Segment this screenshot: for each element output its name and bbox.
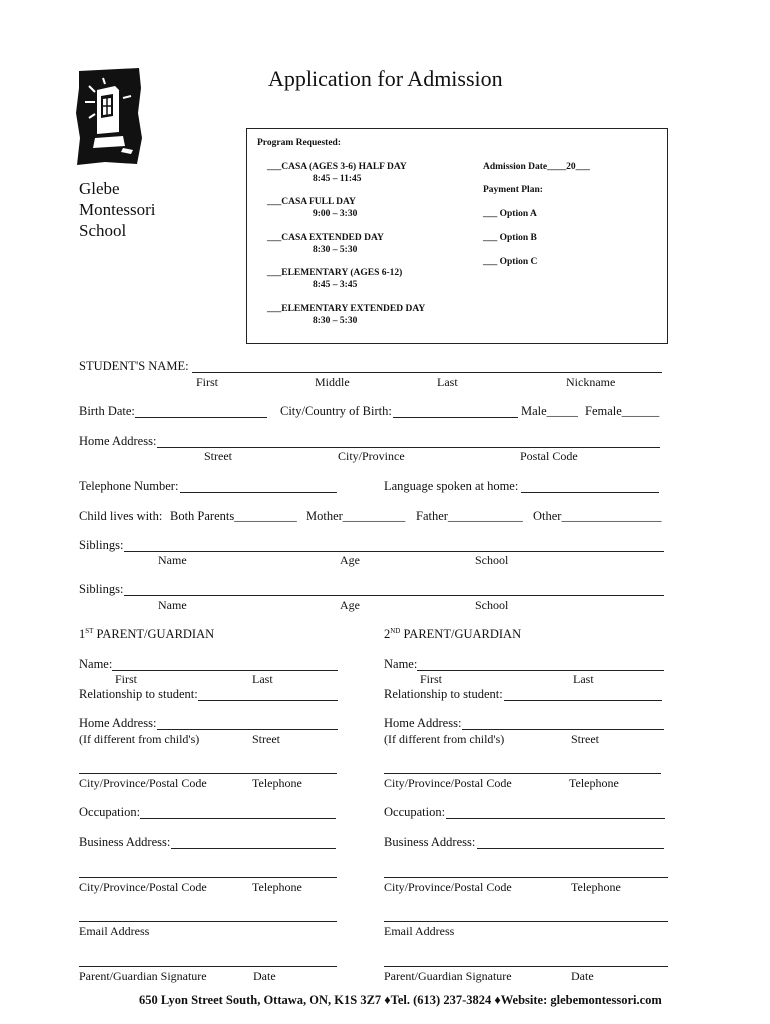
student-name-label: STUDENT'S NAME: [79,359,189,373]
name-sub-label: First [196,375,219,389]
child-lives-label: Child lives with: [79,509,163,523]
program-option[interactable]: ___ELEMENTARY (AGES 6-12) [267,268,403,278]
school-name-line: School [79,221,127,240]
birth-date-label: Birth Date: [79,404,135,418]
g1-city-label: City/Province/Postal Code [79,776,207,790]
g1-business-city-input[interactable] [79,877,337,878]
g2-home-address-input[interactable] [462,729,664,730]
program-time: 8:45 – 3:45 [313,280,358,290]
g2-last-label: Last [573,672,594,686]
siblings-sub-label: School [475,598,509,612]
name-sub-label: Nickname [566,375,616,389]
guardian1-heading: 1ST PARENT/GUARDIAN [79,627,215,641]
payment-plan-label: Payment Plan: [483,185,543,195]
home-address-label: Home Address: [79,434,157,448]
school-logo [75,68,143,166]
g1-street-label: Street [252,732,280,746]
g1-business-label: Business Address: [79,835,171,849]
student-name-input[interactable] [192,372,662,373]
g1-if-different: (If different from child's) [79,732,200,746]
g1-city-label: City/Province/Postal Code [79,880,207,894]
telephone-label: Telephone Number: [79,479,179,493]
birth-date-input[interactable] [135,417,267,418]
payment-option[interactable]: ___ Option A [483,209,537,219]
g2-business-input[interactable] [477,848,664,849]
father-field[interactable]: Father____________ [416,509,523,523]
school-name-line: Glebe [79,179,120,198]
program-heading: Program Requested: [257,138,341,148]
g1-email-label: Email Address [79,924,150,938]
g1-relationship-input[interactable] [198,700,338,701]
program-option[interactable]: ___ELEMENTARY EXTENDED DAY [267,304,426,314]
program-option[interactable]: ___CASA FULL DAY [267,197,356,207]
female-field[interactable]: Female______ [585,404,660,418]
g2-date-label: Date [571,969,594,983]
g1-business-input[interactable] [171,848,336,849]
g1-telephone-label: Telephone [252,776,302,790]
program-time: 8:30 – 5:30 [313,245,358,255]
g1-relationship-label: Relationship to student: [79,687,198,701]
g2-email-label: Email Address [384,924,455,938]
g2-business-label: Business Address: [384,835,476,849]
city-birth-label: City/Country of Birth: [280,404,392,418]
both-parents-field[interactable]: Both Parents__________ [170,509,297,523]
siblings-label: Siblings: [79,582,124,596]
g1-home-address-label: Home Address: [79,716,157,730]
g2-occupation-label: Occupation: [384,805,446,819]
g1-name-label: Name: [79,657,113,671]
g2-city-input[interactable] [384,773,661,774]
siblings-sub-label: Name [158,598,187,612]
other-field[interactable]: Other________________ [533,509,662,523]
g2-name-input[interactable] [417,670,664,671]
male-field[interactable]: Male_____ [521,404,578,418]
siblings-label: Siblings: [79,538,124,552]
siblings-sub-label: Age [340,598,360,612]
siblings-sub-label: Name [158,553,187,567]
admission-date-field[interactable]: Admission Date____20___ [483,162,590,172]
siblings-input[interactable] [124,595,664,596]
g2-name-label: Name: [384,657,418,671]
name-sub-label: Last [437,375,458,389]
g1-occupation-label: Occupation: [79,805,141,819]
g1-name-input[interactable] [112,670,338,671]
address-sub-label: Street [204,449,232,463]
city-birth-input[interactable] [393,417,518,418]
program-option[interactable]: ___CASA EXTENDED DAY [267,233,384,243]
g1-signature-input[interactable] [79,966,337,967]
g2-street-label: Street [571,732,599,746]
program-time: 9:00 – 3:30 [313,209,358,219]
siblings-sub-label: School [475,553,509,567]
g1-signature-label: Parent/Guardian Signature [79,969,207,983]
address-sub-label: Postal Code [520,449,578,463]
g2-first-label: First [420,672,443,686]
name-sub-label: Middle [315,375,350,389]
telephone-input[interactable] [180,492,337,493]
siblings-sub-label: Age [340,553,360,567]
g2-business-city-input[interactable] [384,877,668,878]
g1-home-address-input[interactable] [157,729,338,730]
school-name-line: Montessori [79,200,156,219]
program-option[interactable]: ___CASA (AGES 3-6) HALF DAY [267,162,407,172]
g2-signature-label: Parent/Guardian Signature [384,969,512,983]
g2-email-input[interactable] [384,921,668,922]
g1-date-label: Date [253,969,276,983]
g2-signature-input[interactable] [384,966,668,967]
g2-relationship-label: Relationship to student: [384,687,503,701]
g1-first-label: First [115,672,138,686]
g2-city-label: City/Province/Postal Code [384,880,512,894]
g2-telephone-label: Telephone [571,880,621,894]
g1-telephone-label: Telephone [252,880,302,894]
siblings-input[interactable] [124,551,664,552]
payment-option[interactable]: ___ Option C [483,257,538,267]
g2-telephone-label: Telephone [569,776,619,790]
language-label: Language spoken at home: [384,479,519,493]
g1-last-label: Last [252,672,273,686]
g2-if-different: (If different from child's) [384,732,505,746]
g1-email-input[interactable] [79,921,337,922]
g1-city-input[interactable] [79,773,337,774]
language-input[interactable] [521,492,659,493]
g2-home-address-label: Home Address: [384,716,462,730]
mother-field[interactable]: Mother__________ [306,509,406,523]
program-time: 8:30 – 5:30 [313,316,358,326]
payment-option[interactable]: ___ Option B [483,233,537,243]
school-name [79,178,199,241]
g1-occupation-input[interactable] [140,818,336,819]
guardian2-heading: 2ND PARENT/GUARDIAN [384,627,522,641]
g2-occupation-input[interactable] [446,818,665,819]
footer-address: 650 Lyon Street South, Ottawa, ON, K1S 3Z7 ♦Tel. (613) 237-3824 ♦Website: glebemontessori.com [139,993,662,1007]
home-address-input[interactable] [157,447,660,448]
page-title: Application for Admission [268,66,503,91]
g2-city-label: City/Province/Postal Code [384,776,512,790]
program-time: 8:45 – 11:45 [313,174,362,184]
g2-relationship-input[interactable] [504,700,662,701]
address-sub-label: City/Province [338,449,405,463]
